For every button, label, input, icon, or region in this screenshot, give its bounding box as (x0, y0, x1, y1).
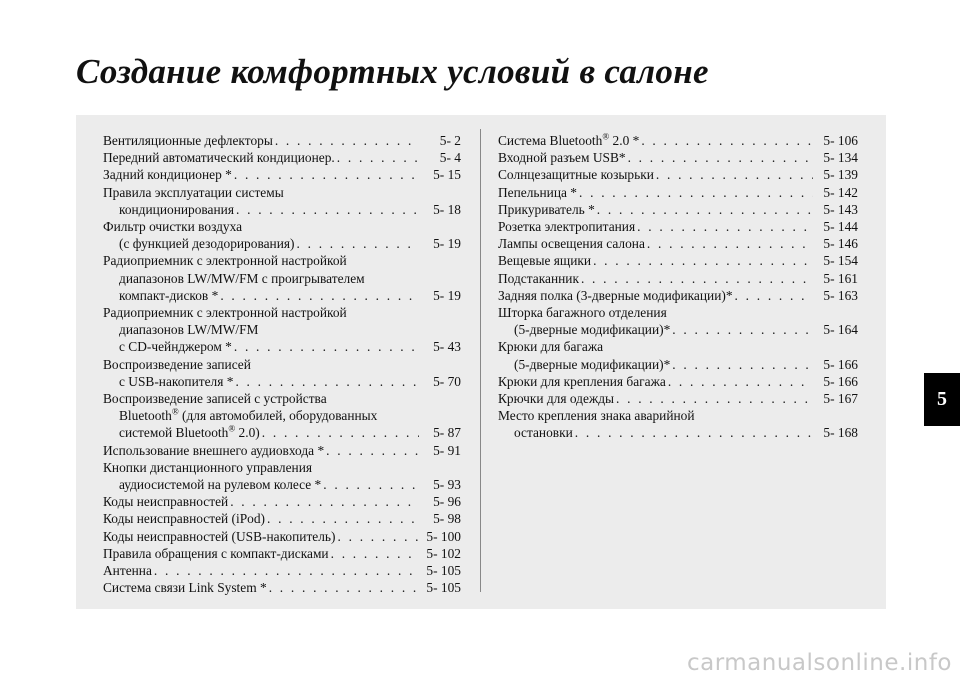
toc-page-number: 5- 15 (433, 167, 461, 183)
toc-entry-title: системой Bluetooth® 2.0) (119, 423, 260, 441)
toc-entry-title: (5-дверные модификации)* (514, 356, 671, 372)
toc-page-number: 5- 106 (823, 133, 858, 148)
toc-page-number: 5- 164 (823, 322, 858, 338)
toc-entry-title: Коды неисправностей (iPod) (103, 511, 266, 527)
dot-leader (324, 442, 419, 459)
toc-entry-title: Подстаканник (498, 270, 579, 286)
toc-entry-line (103, 270, 461, 287)
dot-leader (595, 201, 813, 218)
toc-entry-title: Задний кондиционер * (103, 167, 232, 183)
toc-entry[interactable] (103, 562, 461, 579)
toc-entry-line (103, 390, 461, 407)
toc-entry-title: Розетка электропитания (498, 219, 636, 235)
toc-entry-title: Шторка багажного отделения (498, 305, 667, 321)
toc-entry-title: Система связи Link System * (103, 580, 267, 596)
toc-entry-line (103, 579, 461, 596)
toc-entry-line (103, 545, 461, 562)
toc-entry-line (498, 424, 858, 441)
toc-entry-title: Крюки для багажа (498, 339, 604, 355)
toc-page-number: 5- 142 (823, 184, 858, 200)
toc-entry[interactable] (498, 407, 858, 441)
toc-entry-title: аудиосистемой на рулевом колесе * (119, 477, 322, 493)
toc-entry[interactable] (103, 356, 461, 390)
toc-entry-line (103, 407, 461, 424)
toc-entry-title: Вентиляционные дефлекторы (103, 133, 273, 148)
toc-page-number: 5- 139 (823, 167, 858, 183)
dot-leader (218, 287, 419, 304)
toc-entry[interactable] (498, 338, 858, 372)
toc-entry-title: Bluetooth® (для автомобилей, оборудованных (119, 406, 378, 424)
toc-entry-line (103, 356, 461, 373)
toc-page-number: 5- 43 (433, 339, 461, 355)
toc-entry-title: диапазонов LW/MW/FM (119, 322, 259, 338)
toc-page-number: 5- 2 (439, 133, 461, 148)
toc-entry-title: Место крепления знака аварийной (498, 408, 695, 424)
toc-entry-title: Пепельница * (498, 184, 577, 200)
toc-entry-line (103, 218, 461, 235)
toc-entry-title: с CD-чейнджером * (119, 339, 232, 355)
toc-entry[interactable] (498, 390, 858, 407)
dot-leader (645, 235, 813, 252)
toc-entry-line (103, 235, 461, 252)
dot-leader (577, 184, 813, 201)
toc-entry-line (498, 235, 858, 252)
toc-page-number: 5- 93 (433, 477, 461, 493)
toc-page-number: 5- 105 (426, 580, 461, 596)
toc-entry-line (498, 201, 858, 218)
toc-page-number: 5- 100 (426, 528, 461, 544)
toc-page-number: 5- 154 (823, 253, 858, 269)
toc-entry-title: Солнцезащитные козырьки (498, 167, 654, 183)
toc-entry-line (498, 218, 858, 235)
toc-entry-title: Крюки для крепления багажа (498, 373, 666, 389)
toc-entry-title: Антенна (103, 563, 152, 579)
contents-column-left (103, 132, 461, 596)
toc-entry-title: Радиоприемник с электронной настройкой (103, 305, 347, 321)
dot-leader (329, 545, 419, 562)
toc-entry-title: диапазонов LW/MW/FM с проигрывателем (119, 270, 365, 286)
toc-entry-line (103, 528, 461, 545)
toc-page-number: 5- 19 (433, 287, 461, 303)
toc-entry-title: Правила обращения с компакт-дисками (103, 545, 329, 561)
page-title: Создание комфортных условий в салоне (76, 52, 709, 91)
toc-entry[interactable] (498, 184, 858, 201)
dot-leader (626, 149, 813, 166)
dot-leader (635, 218, 813, 235)
toc-entry-title: Фильтр очистки воздуха (103, 219, 243, 235)
toc-entry-line (103, 510, 461, 527)
toc-entry-line (498, 270, 858, 287)
dot-leader (579, 270, 813, 287)
dot-leader (733, 287, 813, 304)
toc-entry-line (103, 184, 461, 201)
toc-page-number: 5- 166 (823, 356, 858, 372)
toc-entry-line (103, 149, 461, 166)
toc-entry-line (103, 373, 461, 390)
toc-entry-title: (5-дверные модификации)* (514, 322, 671, 338)
toc-page-number: 5- 96 (433, 494, 461, 510)
toc-entry[interactable] (498, 252, 858, 269)
toc-entry-line (498, 149, 858, 166)
toc-page-number: 5- 134 (823, 150, 858, 166)
dot-leader (234, 201, 419, 218)
toc-entry[interactable] (103, 166, 461, 183)
toc-entry[interactable] (103, 579, 461, 596)
toc-entry[interactable] (498, 201, 858, 218)
toc-page-number: 5- 87 (433, 425, 461, 441)
toc-entry[interactable] (103, 304, 461, 356)
toc-entry-line (103, 476, 461, 493)
toc-entry-title: кондиционирования (119, 201, 234, 217)
toc-entry-title: Коды неисправностей (USB-накопитель) (103, 528, 336, 544)
toc-entry-title: Использование внешнего аудиовхода * (103, 442, 325, 458)
toc-entry[interactable] (498, 166, 858, 183)
dot-leader (295, 235, 420, 252)
dot-leader (273, 132, 419, 149)
dot-leader (321, 476, 419, 493)
toc-entry-line (103, 424, 461, 441)
dot-leader (670, 321, 813, 338)
toc-entry[interactable] (498, 235, 858, 252)
toc-entry-line (498, 132, 858, 149)
dot-leader (335, 149, 419, 166)
toc-entry-title: Коды неисправностей (103, 494, 229, 510)
toc-entry[interactable] (498, 132, 858, 149)
toc-entry-line (103, 132, 461, 149)
toc-entry-line (103, 304, 461, 321)
toc-page-number: 5- 105 (426, 563, 461, 579)
toc-entry-line (103, 252, 461, 269)
toc-entry[interactable] (103, 493, 461, 510)
toc-entry-title: Радиоприемник с электронной настройкой (103, 253, 347, 269)
toc-entry-line (498, 321, 858, 338)
toc-entry-title: Входной разъем USB* (498, 150, 626, 166)
dot-leader (666, 373, 813, 390)
dot-leader (639, 132, 813, 149)
dot-leader (670, 356, 813, 373)
toc-entry-title: Прикуриватель * (498, 201, 595, 217)
toc-entry[interactable] (498, 270, 858, 287)
toc-entry-line (498, 390, 858, 407)
toc-entry-title: Воспроизведение записей с устройства (103, 391, 327, 407)
toc-entry[interactable] (498, 218, 858, 235)
toc-page-number: 5- 146 (823, 236, 858, 252)
dot-leader (228, 493, 419, 510)
dot-leader (260, 424, 419, 441)
column-divider (480, 129, 481, 592)
dot-leader (232, 166, 419, 183)
toc-entry-line (103, 493, 461, 510)
toc-entry-title: Правила эксплуатации системы (103, 184, 284, 200)
toc-entry-line (498, 356, 858, 373)
toc-entry[interactable] (103, 459, 461, 493)
toc-entry-title: Вещевые ящики (498, 253, 592, 269)
toc-entry-title: Лампы освещения салона (498, 236, 645, 252)
toc-entry[interactable] (103, 149, 461, 166)
toc-entry[interactable] (498, 149, 858, 166)
toc-entry-line (498, 338, 858, 355)
toc-page-number: 5- 18 (433, 201, 461, 217)
toc-page-number: 5- 19 (433, 236, 461, 252)
dot-leader (336, 528, 420, 545)
toc-entry-line (498, 287, 858, 304)
dot-leader (614, 390, 813, 407)
toc-entry[interactable] (103, 252, 461, 304)
toc-entry-line (103, 166, 461, 183)
toc-entry-title: Кнопки дистанционного управления (103, 459, 313, 475)
toc-entry[interactable] (103, 132, 461, 149)
dot-leader (232, 338, 419, 355)
toc-page-number: 5- 143 (823, 201, 858, 217)
toc-entry[interactable] (103, 184, 461, 218)
toc-page-number: 5- 4 (439, 150, 461, 166)
toc-entry-title: Система Bluetooth® 2.0 * (498, 131, 640, 148)
toc-entry-line (498, 373, 858, 390)
toc-page-number: 5- 102 (426, 545, 461, 561)
toc-entry[interactable] (498, 373, 858, 390)
toc-entry-line (498, 407, 858, 424)
toc-entry[interactable] (103, 545, 461, 562)
toc-entry-line (103, 287, 461, 304)
toc-entry-title: с USB-накопителя * (119, 373, 234, 389)
toc-entry-line (103, 442, 461, 459)
toc-entry-line (103, 201, 461, 218)
dot-leader (233, 373, 419, 390)
dot-leader (654, 166, 813, 183)
toc-entry-line (498, 252, 858, 269)
toc-entry[interactable] (103, 218, 461, 252)
dot-leader (267, 579, 419, 596)
toc-page-number: 5- 91 (433, 442, 461, 458)
toc-entry-line (103, 459, 461, 476)
watermark: carmanualsonline.info (686, 650, 952, 676)
toc-entry-title: остановки (514, 425, 573, 441)
toc-page-number: 5- 161 (823, 270, 858, 286)
contents-column-right (498, 132, 858, 442)
toc-page-number: 5- 70 (433, 373, 461, 389)
toc-page-number: 5- 98 (433, 511, 461, 527)
toc-page-number: 5- 167 (823, 391, 858, 407)
toc-entry[interactable] (103, 390, 461, 442)
toc-entry-title: Воспроизведение записей (103, 356, 251, 372)
toc-page-number: 5- 166 (823, 373, 858, 389)
toc-entry[interactable] (103, 442, 461, 459)
toc-entry[interactable] (498, 287, 858, 304)
toc-entry-title: компакт-дисков * (119, 287, 219, 303)
toc-page-number: 5- 163 (823, 287, 858, 303)
toc-entry-line (498, 184, 858, 201)
toc-entry[interactable] (498, 304, 858, 338)
dot-leader (591, 252, 813, 269)
dot-leader (152, 562, 419, 579)
dot-leader (573, 424, 813, 441)
toc-entry-line (103, 562, 461, 579)
toc-entry-title: Передний автоматический кондиционер. (103, 150, 335, 166)
toc-entry-line (498, 166, 858, 183)
toc-page-number: 5- 144 (823, 219, 858, 235)
toc-page-number: 5- 168 (823, 425, 858, 441)
toc-entry[interactable] (103, 510, 461, 527)
toc-entry-title: (с функцией дезодорирования) (119, 236, 295, 252)
toc-entry-line (103, 338, 461, 355)
dot-leader (265, 510, 419, 527)
toc-entry-title: Крючки для одежды (498, 391, 615, 407)
toc-entry[interactable] (103, 528, 461, 545)
toc-entry-line (498, 304, 858, 321)
toc-entry-line (103, 321, 461, 338)
toc-entry-title: Задняя полка (3-дверные модификации)* (498, 287, 733, 303)
chapter-tab[interactable]: 5 (924, 373, 960, 426)
